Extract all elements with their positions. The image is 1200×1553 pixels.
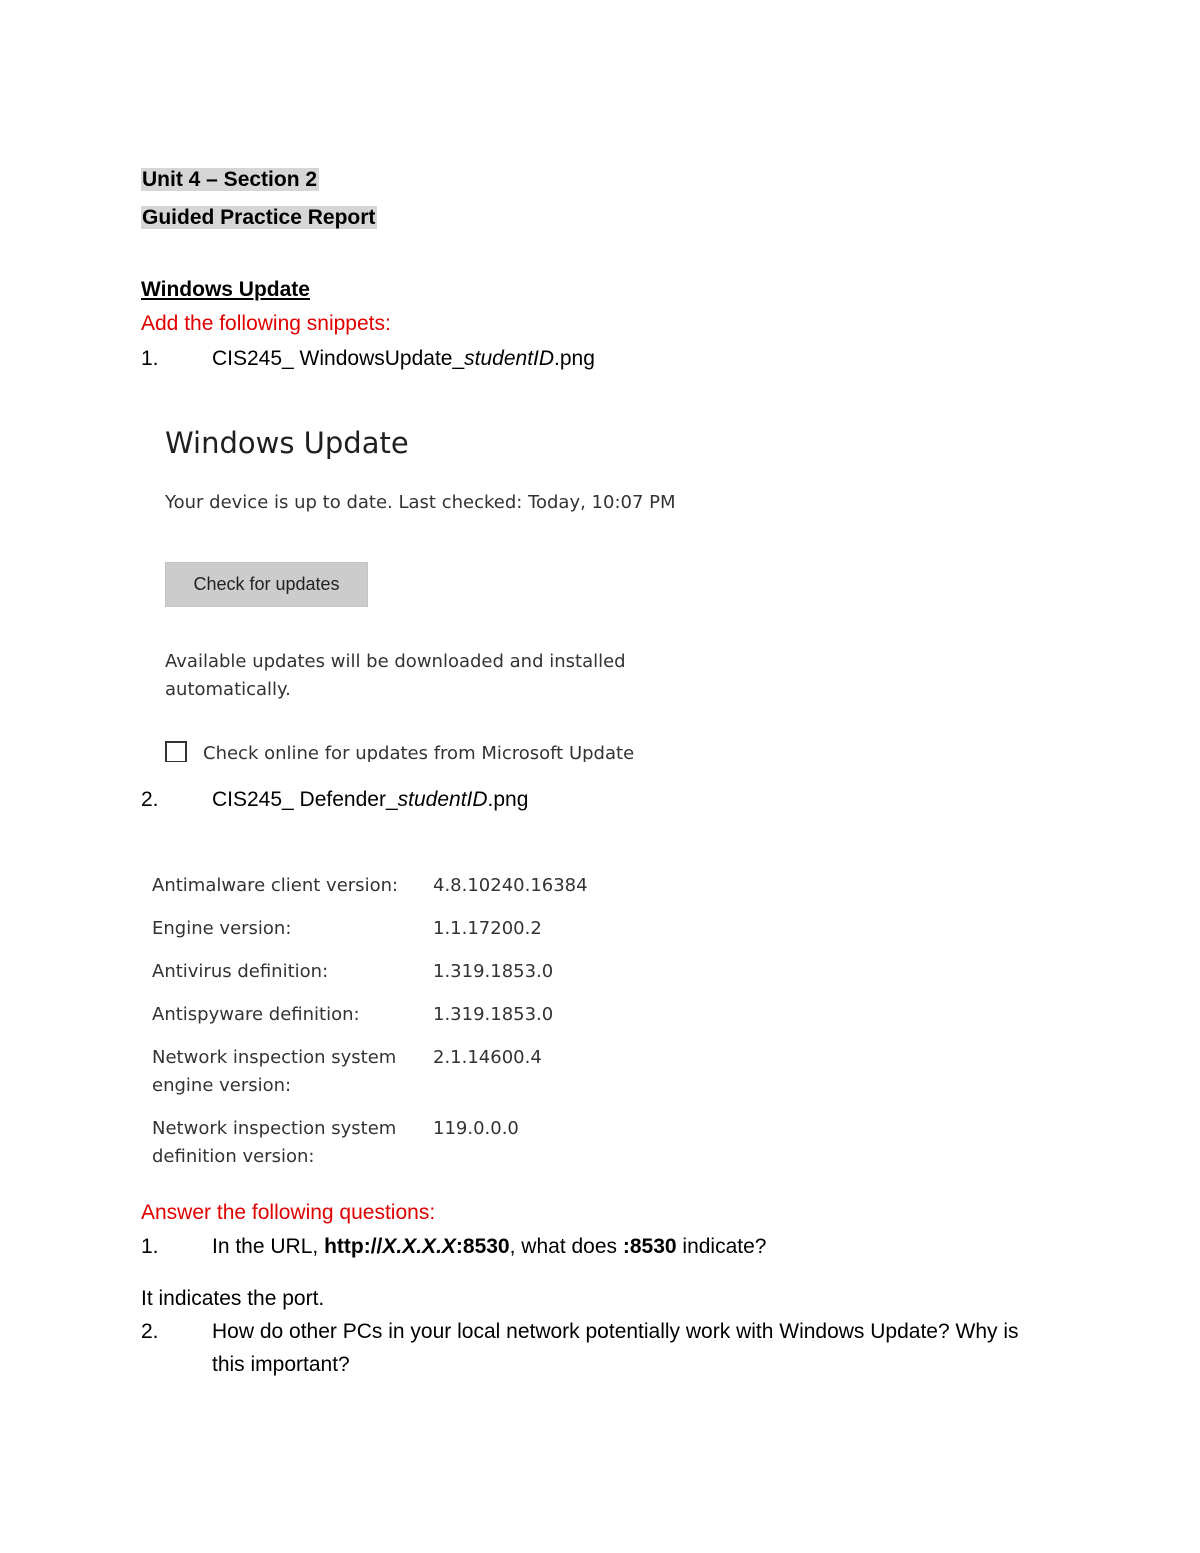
defender-label-line1: Network inspection system	[152, 1118, 397, 1139]
snippet-number: 1.	[141, 347, 159, 370]
defender-label-line2: engine version:	[152, 1075, 292, 1096]
filename-extension: .png	[487, 788, 529, 811]
defender-snippet	[152, 872, 672, 1182]
defender-label	[152, 1044, 396, 1100]
section-title: Windows Update	[141, 278, 310, 301]
question-text	[212, 1233, 766, 1261]
question-text	[212, 1318, 1019, 1379]
snippet-item-1	[141, 345, 841, 373]
snippets-prompt: Add the following snippets:	[141, 312, 391, 335]
windows-update-snippet	[150, 410, 710, 762]
question-line2: this important?	[212, 1353, 350, 1376]
wu-info-line1: Available updates will be downloaded and installed	[165, 651, 626, 672]
wu-status: Your device is up to date. Last checked: Today, 10:07 PM	[165, 492, 676, 513]
defender-value: 1.1.17200.2	[433, 918, 542, 939]
question-number: 1.	[141, 1235, 159, 1258]
wu-info	[165, 648, 626, 704]
defender-label: Engine version:	[152, 918, 292, 939]
title-block	[141, 166, 377, 242]
snippet-filename	[212, 345, 595, 373]
url-scheme: http://	[324, 1235, 383, 1258]
filename-prefix: CIS245_ WindowsUpdate_	[212, 347, 465, 370]
defender-label	[152, 1115, 396, 1171]
url-host: X.X.X.X	[382, 1235, 456, 1258]
question-text-part: indicate?	[676, 1235, 767, 1258]
check-for-updates-button[interactable]: Check for updates	[165, 562, 368, 607]
defender-value: 119.0.0.0	[433, 1118, 519, 1139]
port-highlight: :8530	[622, 1235, 677, 1258]
filename-studentid: studentID	[464, 347, 555, 370]
question-2	[141, 1318, 1081, 1378]
snippet-filename	[212, 786, 528, 814]
defender-value: 4.8.10240.16384	[433, 875, 588, 896]
question-number: 2.	[141, 1320, 159, 1343]
questions-prompt: Answer the following questions:	[141, 1201, 436, 1224]
url-port: :8530	[455, 1235, 510, 1258]
defender-label: Antispyware definition:	[152, 1004, 360, 1025]
defender-row	[152, 872, 398, 900]
question-text-part: , what does	[509, 1235, 623, 1258]
answer-1: It indicates the port.	[141, 1287, 325, 1310]
microsoft-update-checkbox[interactable]	[165, 741, 187, 762]
unit-title: Unit 4 – Section 2	[142, 168, 318, 191]
snippet-item-2	[141, 786, 841, 814]
defender-value: 1.319.1853.0	[433, 1004, 554, 1025]
defender-label-line2: definition version:	[152, 1146, 315, 1167]
question-line1: How do other PCs in your local network potentially work with Windows Update? Why is	[212, 1320, 1019, 1343]
report-title: Guided Practice Report	[142, 206, 376, 229]
wu-info-line2: automatically.	[165, 679, 291, 700]
filename-extension: .png	[554, 347, 595, 370]
question-text-part: In the URL,	[212, 1235, 325, 1258]
defender-value: 2.1.14600.4	[433, 1047, 542, 1068]
defender-value: 1.319.1853.0	[433, 961, 554, 982]
defender-label-line1: Network inspection system	[152, 1047, 397, 1068]
wu-title: Windows Update	[165, 426, 409, 460]
filename-prefix: CIS245_ Defender_	[212, 788, 398, 811]
defender-label: Antimalware client version:	[152, 875, 399, 896]
microsoft-update-label: Check online for updates from Microsoft Update	[203, 743, 635, 762]
snippet-number: 2.	[141, 788, 159, 811]
filename-studentid: studentID	[397, 788, 488, 811]
question-1	[141, 1233, 1041, 1261]
defender-label: Antivirus definition:	[152, 961, 329, 982]
